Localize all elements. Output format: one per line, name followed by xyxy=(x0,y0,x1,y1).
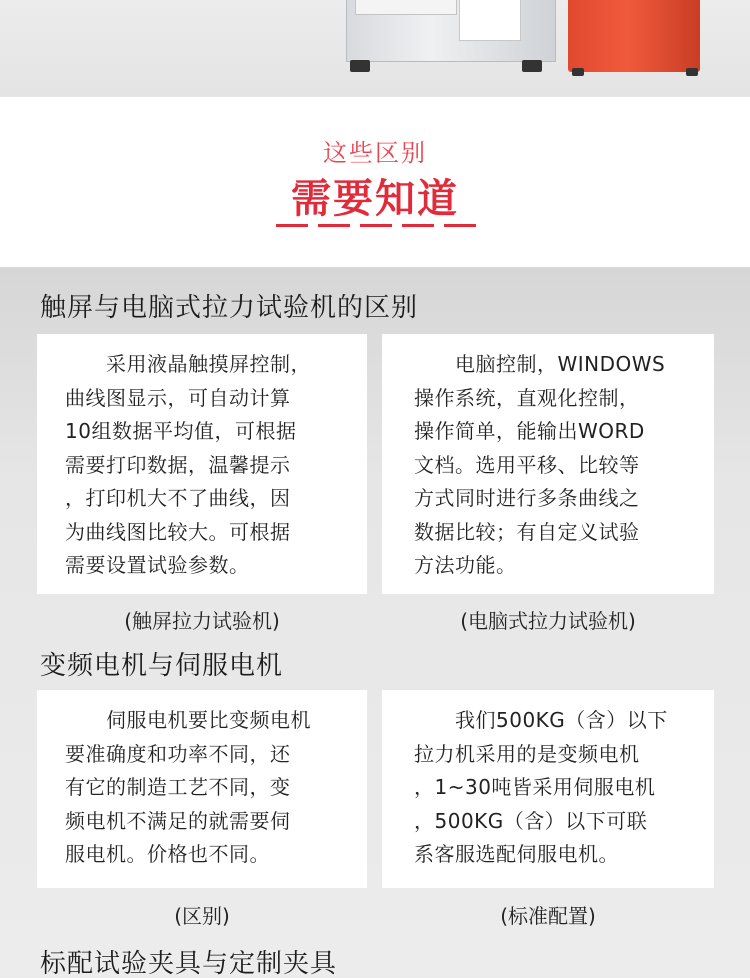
touchscreen-tensile-machine-image xyxy=(346,0,556,62)
computer-tensile-machine-image xyxy=(568,0,700,72)
card-difference xyxy=(37,690,367,888)
caption-standard-config: (标准配置) xyxy=(500,904,596,928)
card-text: 我们500KG（含）以下 拉力机采用的是变频电机 ，1~30吨皆采用伺服电机 ，500KG（含）以下可联 系客服选配伺服电机。 xyxy=(414,708,668,866)
section-title-motor: 变频电机与伺服电机 xyxy=(40,651,284,681)
caption-touchscreen: (触屏拉力试验机) xyxy=(124,609,280,633)
card-text: 伺服电机要比变频电机 要准确度和功率不同，还 有它的制造工艺不同，变 频电机不满足的就需要伺 服电机。价格也不同。 xyxy=(65,708,311,866)
machine-foot xyxy=(350,60,370,72)
card-standard-config xyxy=(382,690,714,888)
machine-foot xyxy=(686,68,698,76)
heading-subtitle: 这些区别 xyxy=(323,139,427,167)
machine-foot xyxy=(572,68,584,76)
product-photo-strip xyxy=(0,0,750,97)
card-text: 电脑控制，WINDOWS 操作系统，直观化控制， 操作简单，能输出WORD 文档。选用平移、比较等 方式同时进行多条曲线之 数据比较；有自定义试验 方法功能。 xyxy=(414,352,666,577)
card-touchscreen xyxy=(37,334,367,594)
card-computer xyxy=(382,334,714,594)
comparison-content xyxy=(0,267,750,978)
heading-block xyxy=(0,97,750,267)
caption-difference: (区别) xyxy=(174,904,230,928)
machine-screen xyxy=(459,0,521,41)
machine-foot xyxy=(522,60,542,72)
caption-computer: (电脑式拉力试验机) xyxy=(460,609,636,633)
section-title-fixtures: 标配试验夹具与定制夹具 xyxy=(40,949,338,979)
heading-title: 需要知道 xyxy=(291,176,459,222)
section-title-touch-vs-computer: 触屏与电脑式拉力试验机的区别 xyxy=(40,293,419,323)
machine-control-panel xyxy=(355,0,457,15)
heading-underline-dashes xyxy=(276,224,476,228)
card-text: 采用液晶触摸屏控制， 曲线图显示，可自动计算 10组数据平均值，可根据 需要打印数据，温馨提示 ，打印机大不了曲线，因 为曲线图比较大。可根据 需要设置试验参数。 xyxy=(65,352,311,577)
